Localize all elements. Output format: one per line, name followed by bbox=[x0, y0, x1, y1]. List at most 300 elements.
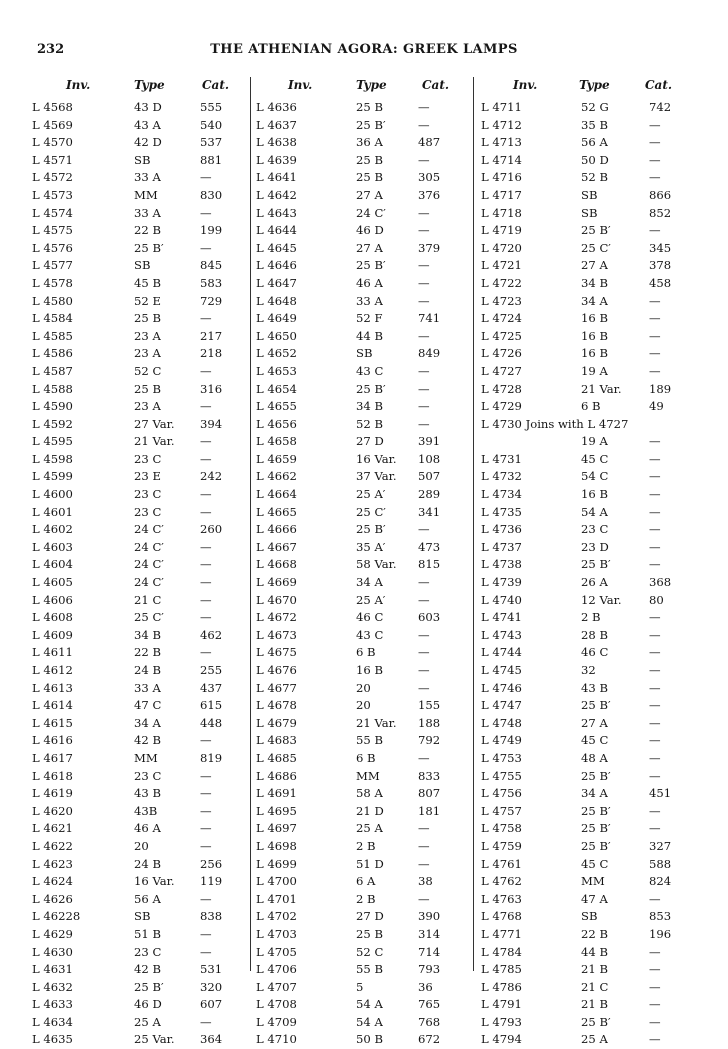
cell-inv: L 4576 bbox=[32, 240, 73, 255]
cell-cat: 603 bbox=[418, 610, 441, 625]
cell-type: 24 C′ bbox=[134, 575, 164, 590]
table-row bbox=[254, 732, 466, 750]
table-row bbox=[479, 732, 693, 750]
cell-type: 23 A bbox=[134, 346, 161, 361]
cell-cat: — bbox=[649, 891, 661, 906]
cell-cat: 615 bbox=[200, 698, 223, 713]
cell-inv: L 4644 bbox=[256, 223, 297, 238]
cell-cat: — bbox=[200, 803, 212, 818]
cell-cat: 833 bbox=[418, 768, 441, 783]
table-row bbox=[479, 293, 693, 311]
cell-inv: L 4608 bbox=[32, 610, 73, 625]
cell-inv: L 4668 bbox=[256, 557, 297, 572]
cell-inv: L 4709 bbox=[256, 1014, 297, 1029]
cell-inv: L 4647 bbox=[256, 275, 297, 290]
table-row bbox=[30, 856, 244, 874]
cell-type: 27 Var. bbox=[134, 416, 175, 431]
table-row bbox=[479, 1014, 693, 1032]
cell-inv: L 4615 bbox=[32, 715, 73, 730]
table-row bbox=[254, 117, 466, 135]
cell-cat: — bbox=[649, 663, 661, 677]
table-row bbox=[479, 891, 693, 909]
cell-cat: — bbox=[649, 715, 661, 730]
cell-cat: — bbox=[418, 891, 430, 906]
cell-inv: L 4606 bbox=[32, 592, 73, 607]
table-row bbox=[30, 996, 244, 1014]
table-row bbox=[479, 486, 693, 504]
cell-type: 43B bbox=[134, 803, 158, 818]
table-row bbox=[30, 416, 244, 434]
cell-type: 43 B bbox=[134, 786, 161, 801]
table-row bbox=[479, 398, 693, 416]
cell-type: 2 B bbox=[356, 891, 376, 906]
inventory-column-1 bbox=[30, 77, 244, 1049]
table-row bbox=[479, 99, 693, 117]
cell-cat: 345 bbox=[649, 240, 672, 255]
cell-cat: — bbox=[418, 821, 430, 836]
cell-cat: — bbox=[200, 434, 212, 449]
cell-inv: L 4643 bbox=[256, 205, 297, 220]
cell-inv: L 4600 bbox=[32, 487, 73, 502]
cell-inv: L 4575 bbox=[32, 223, 73, 238]
table-row bbox=[30, 328, 244, 346]
cell-type: 34 B bbox=[134, 627, 161, 642]
cell-cat: 108 bbox=[418, 451, 441, 466]
cell-type: 16 Var. bbox=[356, 451, 397, 466]
cell-type: 27 D bbox=[356, 909, 384, 924]
cell-type: 50 B bbox=[356, 1032, 383, 1047]
cell-cat: 607 bbox=[200, 997, 223, 1012]
cell-cat: — bbox=[649, 750, 661, 765]
table-row bbox=[254, 715, 466, 733]
cell-cat: 320 bbox=[200, 979, 223, 994]
cell-inv: L 4588 bbox=[32, 381, 73, 396]
cell-inv: L 4639 bbox=[256, 152, 297, 167]
cell-cat: — bbox=[418, 856, 430, 871]
cell-cat: 507 bbox=[418, 469, 441, 484]
cell-cat: — bbox=[200, 821, 212, 836]
table-row bbox=[479, 873, 693, 891]
cell-cat: 462 bbox=[200, 627, 223, 642]
table-row bbox=[30, 451, 244, 469]
cell-type: SB bbox=[134, 909, 151, 924]
cell-cat: — bbox=[649, 962, 661, 977]
cell-type: 25 C′ bbox=[581, 240, 611, 255]
cell-cat: — bbox=[649, 821, 661, 836]
cell-inv: L 4761 bbox=[481, 856, 522, 871]
table-row bbox=[479, 979, 693, 997]
cell-type: 21 B bbox=[581, 962, 608, 977]
cell-type: 23 D bbox=[581, 539, 609, 554]
cell-cat: — bbox=[418, 328, 430, 343]
table-row bbox=[479, 345, 693, 363]
cell-type: 25 B′ bbox=[356, 381, 386, 396]
cell-cat: 742 bbox=[649, 100, 672, 114]
cell-inv: L 4635 bbox=[32, 1032, 73, 1047]
table-row bbox=[30, 609, 244, 627]
cell-cat: 849 bbox=[418, 346, 441, 361]
cell-type: 51 B bbox=[134, 926, 161, 941]
cell-cat: — bbox=[418, 522, 430, 537]
cell-inv: L 4577 bbox=[32, 258, 73, 273]
cell-inv: L 4718 bbox=[481, 205, 522, 220]
cell-inv: L 4722 bbox=[481, 275, 522, 290]
cell-inv: L 4667 bbox=[256, 539, 297, 554]
cell-type: 24 C′ bbox=[134, 522, 164, 537]
column-header-row bbox=[254, 77, 466, 95]
cell-inv: L 4740 bbox=[481, 592, 522, 607]
table-row bbox=[254, 574, 466, 592]
table-row bbox=[254, 803, 466, 821]
table-row bbox=[254, 750, 466, 768]
cell-cat: — bbox=[649, 997, 661, 1012]
cell-type: 35 A′ bbox=[356, 539, 386, 554]
cell-inv: L 4737 bbox=[481, 539, 522, 554]
table-row bbox=[254, 556, 466, 574]
table-row bbox=[30, 152, 244, 170]
table-row bbox=[30, 979, 244, 997]
table-row bbox=[30, 486, 244, 504]
cell-inv: L 4650 bbox=[256, 328, 297, 343]
cell-cat: — bbox=[200, 891, 212, 906]
cell-cat: 155 bbox=[418, 698, 441, 713]
table-row bbox=[479, 715, 693, 733]
cell-cat: 255 bbox=[200, 663, 223, 677]
table-row bbox=[254, 1031, 466, 1049]
cell-inv: L 4574 bbox=[32, 205, 73, 220]
cell-inv: L 4670 bbox=[256, 592, 297, 607]
table-row bbox=[254, 697, 466, 715]
cell-inv: L 4699 bbox=[256, 856, 297, 871]
cell-cat: 793 bbox=[418, 962, 441, 977]
table-row bbox=[479, 785, 693, 803]
cell-cat: — bbox=[418, 645, 430, 660]
cell-inv: L 4706 bbox=[256, 962, 297, 977]
cell-cat: 555 bbox=[200, 100, 223, 114]
cell-cat: 765 bbox=[418, 997, 441, 1012]
cell-cat: 768 bbox=[418, 1014, 441, 1029]
cell-type: 43 B bbox=[581, 680, 608, 695]
cell-inv: L 4698 bbox=[256, 838, 297, 853]
cell-cat: 741 bbox=[418, 311, 441, 326]
table-row bbox=[254, 873, 466, 891]
cell-type: 52 C bbox=[356, 944, 384, 959]
cell-inv: L 4743 bbox=[481, 627, 522, 642]
table-row bbox=[254, 240, 466, 258]
cell-cat: — bbox=[649, 557, 661, 572]
cell-type: 27 A bbox=[581, 258, 608, 273]
cell-inv: L 4601 bbox=[32, 504, 73, 519]
cell-type: 25 B′ bbox=[581, 223, 611, 238]
table-row bbox=[30, 926, 244, 944]
table-row bbox=[479, 697, 693, 715]
cell-type: 43 C bbox=[356, 363, 384, 378]
cell-inv: L 4654 bbox=[256, 381, 297, 396]
cell-inv: L 4658 bbox=[256, 434, 297, 449]
cell-inv: L 4631 bbox=[32, 962, 73, 977]
table-row bbox=[30, 732, 244, 750]
cell-type: 25 A bbox=[581, 1032, 608, 1047]
table-row bbox=[254, 662, 466, 680]
cell-cat: — bbox=[200, 504, 212, 519]
cell-cat: 881 bbox=[200, 152, 223, 167]
cell-cat: 80 bbox=[649, 592, 664, 607]
cell-inv: L 4614 bbox=[32, 698, 73, 713]
cell-inv: L 4632 bbox=[32, 979, 73, 994]
cell-cat: — bbox=[649, 223, 661, 238]
cell-cat: 458 bbox=[649, 275, 672, 290]
cell-cat: 391 bbox=[418, 434, 441, 449]
table-row bbox=[254, 257, 466, 275]
cell-inv: L 4673 bbox=[256, 627, 297, 642]
cell-type: 25 Var. bbox=[134, 1032, 175, 1047]
cell-inv: L 4720 bbox=[481, 240, 522, 255]
cell-inv: L 4678 bbox=[256, 698, 297, 713]
cell-inv: L 4702 bbox=[256, 909, 297, 924]
cell-inv: L 4655 bbox=[256, 399, 297, 414]
cell-type: 25 A bbox=[134, 1014, 161, 1029]
cell-cat: 119 bbox=[200, 874, 223, 889]
cell-inv: L 4648 bbox=[256, 293, 297, 308]
cell-type: 45 B bbox=[134, 275, 161, 290]
table-row bbox=[30, 187, 244, 205]
cell-cat: — bbox=[200, 240, 212, 255]
cell-inv: L 4645 bbox=[256, 240, 297, 255]
cell-cat: — bbox=[418, 575, 430, 590]
cell-type: 2 B bbox=[356, 838, 376, 853]
cell-inv: L 4641 bbox=[256, 170, 297, 185]
table-row bbox=[254, 169, 466, 187]
cell-inv: L 4638 bbox=[256, 135, 297, 150]
cell-cat: — bbox=[649, 170, 661, 185]
cell-inv: L 4578 bbox=[32, 275, 73, 290]
cell-type: 21 B bbox=[581, 997, 608, 1012]
table-row bbox=[30, 205, 244, 223]
cell-inv: L 4683 bbox=[256, 733, 297, 748]
table-row bbox=[254, 275, 466, 293]
table-row bbox=[254, 416, 466, 434]
cell-cat: 378 bbox=[649, 258, 672, 273]
page-number: 232 bbox=[37, 42, 65, 57]
cell-inv: L 4636 bbox=[256, 100, 297, 114]
cell-inv: L 4598 bbox=[32, 451, 73, 466]
cell-cat: 341 bbox=[418, 504, 441, 519]
table-row bbox=[254, 310, 466, 328]
cell-type: 47 A bbox=[581, 891, 608, 906]
cell-inv: L 4624 bbox=[32, 874, 73, 889]
cell-inv: L 4618 bbox=[32, 768, 73, 783]
cell-inv: L 4604 bbox=[32, 557, 73, 572]
table-row bbox=[479, 680, 693, 698]
table-row bbox=[254, 926, 466, 944]
cell-cat: 824 bbox=[649, 874, 672, 889]
cell-inv: L 4755 bbox=[481, 768, 522, 783]
cell-type: 35 B bbox=[581, 117, 608, 132]
table-row bbox=[254, 785, 466, 803]
cell-inv: L 4758 bbox=[481, 821, 522, 836]
cell-cat: 316 bbox=[200, 381, 223, 396]
cell-cat: — bbox=[418, 399, 430, 414]
table-row bbox=[30, 574, 244, 592]
cell-type: 22 B bbox=[581, 926, 608, 941]
cell-inv: L 4725 bbox=[481, 328, 522, 343]
cell-cat: — bbox=[649, 645, 661, 660]
cell-type: 58 A bbox=[356, 786, 383, 801]
cell-inv: L 4676 bbox=[256, 663, 297, 677]
table-row bbox=[254, 891, 466, 909]
table-row bbox=[254, 539, 466, 557]
cell-type: 20 bbox=[356, 698, 371, 713]
cell-cat: 188 bbox=[418, 715, 441, 730]
cell-type: 21 Var. bbox=[581, 381, 622, 396]
table-row bbox=[479, 504, 693, 522]
header-cat: Cat. bbox=[202, 78, 230, 92]
cell-cat: 289 bbox=[418, 487, 441, 502]
cell-type: 45 C bbox=[581, 733, 609, 748]
cell-type: 54 A bbox=[581, 504, 608, 519]
cell-type: 22 B bbox=[134, 645, 161, 660]
table-row bbox=[254, 205, 466, 223]
cell-cat: — bbox=[200, 926, 212, 941]
table-row bbox=[30, 697, 244, 715]
cell-inv: L 4710 bbox=[256, 1032, 297, 1047]
cell-inv: L 4708 bbox=[256, 997, 297, 1012]
table-row bbox=[30, 820, 244, 838]
table-row bbox=[479, 944, 693, 962]
cell-cat: — bbox=[649, 522, 661, 537]
cell-cat: — bbox=[418, 223, 430, 238]
cell-cat: — bbox=[649, 504, 661, 519]
cell-inv: L 4784 bbox=[481, 944, 522, 959]
cell-type: 27 A bbox=[356, 240, 383, 255]
cell-cat: — bbox=[200, 944, 212, 959]
cell-cat: 588 bbox=[649, 856, 672, 871]
cell-cat: 181 bbox=[418, 803, 441, 818]
table-row bbox=[479, 363, 693, 381]
cell-cat: 448 bbox=[200, 715, 223, 730]
column-divider bbox=[473, 77, 474, 971]
cell-cat: 196 bbox=[649, 926, 672, 941]
table-row bbox=[30, 539, 244, 557]
cell-inv: L 4748 bbox=[481, 715, 522, 730]
cell-type: 55 B bbox=[356, 733, 383, 748]
cell-inv: L 4762 bbox=[481, 874, 522, 889]
cell-type: 46 C bbox=[356, 610, 384, 625]
cell-inv: L 4568 bbox=[32, 100, 73, 114]
cell-inv: L 4620 bbox=[32, 803, 73, 818]
cell-type: 34 B bbox=[356, 399, 383, 414]
cell-type: 23 C bbox=[134, 487, 162, 502]
cell-type: 24 C′ bbox=[134, 557, 164, 572]
cell-inv: L 4786 bbox=[481, 979, 522, 994]
cell-type: 28 B bbox=[581, 627, 608, 642]
cell-cat: 38 bbox=[418, 874, 433, 889]
cell-type: 25 B′ bbox=[356, 117, 386, 132]
cell-type: 16 Var. bbox=[134, 874, 175, 889]
cell-type: 33 A bbox=[134, 205, 161, 220]
cell-type: 21 Var. bbox=[134, 434, 175, 449]
cell-inv: L 4756 bbox=[481, 786, 522, 801]
cell-cat: 217 bbox=[200, 328, 223, 343]
cell-type: 51 D bbox=[356, 856, 384, 871]
cell-cat: — bbox=[649, 944, 661, 959]
cell-inv: L 4697 bbox=[256, 821, 297, 836]
cell-inv: L 4570 bbox=[32, 135, 73, 150]
cell-cat: — bbox=[418, 416, 430, 431]
cell-cat: — bbox=[418, 663, 430, 677]
cell-inv: L 4571 bbox=[32, 152, 73, 167]
table-row bbox=[30, 363, 244, 381]
table-row bbox=[30, 662, 244, 680]
cell-type: 34 A bbox=[356, 575, 383, 590]
cell-type: MM bbox=[134, 187, 158, 202]
cell-inv: L 4721 bbox=[481, 258, 522, 273]
cell-inv: L 4734 bbox=[481, 487, 522, 502]
running-head: THE ATHENIAN AGORA: GREEK LAMPS bbox=[210, 42, 518, 57]
table-row bbox=[30, 99, 244, 117]
table-row bbox=[30, 908, 244, 926]
cell-type: 6 B bbox=[581, 399, 601, 414]
cell-type: 25 C′ bbox=[356, 504, 386, 519]
table-row bbox=[30, 381, 244, 399]
cell-inv: L 4602 bbox=[32, 522, 73, 537]
cell-cat: — bbox=[200, 451, 212, 466]
cell-type: 56 A bbox=[134, 891, 161, 906]
table-row bbox=[30, 345, 244, 363]
cell-type: 52 G bbox=[581, 100, 609, 114]
table-row bbox=[479, 468, 693, 486]
cell-type: 34 A bbox=[581, 786, 608, 801]
cell-type: 21 C bbox=[581, 979, 609, 994]
cell-inv: L 4633 bbox=[32, 997, 73, 1012]
cell-inv: L 4736 bbox=[481, 522, 522, 537]
table-row bbox=[254, 99, 466, 117]
cell-cat: 199 bbox=[200, 223, 223, 238]
cell-cat: — bbox=[649, 768, 661, 783]
cell-inv: L 4605 bbox=[32, 575, 73, 590]
table-row bbox=[479, 574, 693, 592]
cell-inv: L 4666 bbox=[256, 522, 297, 537]
cell-type: 25 A′ bbox=[356, 592, 386, 607]
table-row bbox=[30, 944, 244, 962]
cell-type: 6 A bbox=[356, 874, 376, 889]
cell-inv: L 4652 bbox=[256, 346, 297, 361]
cell-type: 54 A bbox=[356, 997, 383, 1012]
header-inv: Inv. bbox=[513, 78, 538, 92]
cell-cat: — bbox=[418, 258, 430, 273]
cell-cat: — bbox=[649, 451, 661, 466]
cell-type: SB bbox=[356, 346, 373, 361]
header-inv: Inv. bbox=[288, 78, 313, 92]
cell-inv: L 4714 bbox=[481, 152, 522, 167]
header-type: Type bbox=[134, 78, 165, 92]
table-row bbox=[254, 451, 466, 469]
cell-inv: L 4691 bbox=[256, 786, 297, 801]
cell-cat: 260 bbox=[200, 522, 223, 537]
table-row bbox=[30, 644, 244, 662]
column-divider bbox=[250, 77, 251, 971]
cell-cat: — bbox=[649, 293, 661, 308]
cell-cat: — bbox=[649, 152, 661, 167]
table-row bbox=[479, 609, 693, 627]
cell-inv: L 4759 bbox=[481, 838, 522, 853]
table-row bbox=[30, 627, 244, 645]
cell-cat: — bbox=[200, 575, 212, 590]
cell-inv: L 4730 Joins with L 4727 bbox=[481, 416, 629, 431]
table-row bbox=[479, 838, 693, 856]
cell-inv: L 4703 bbox=[256, 926, 297, 941]
table-row bbox=[254, 293, 466, 311]
